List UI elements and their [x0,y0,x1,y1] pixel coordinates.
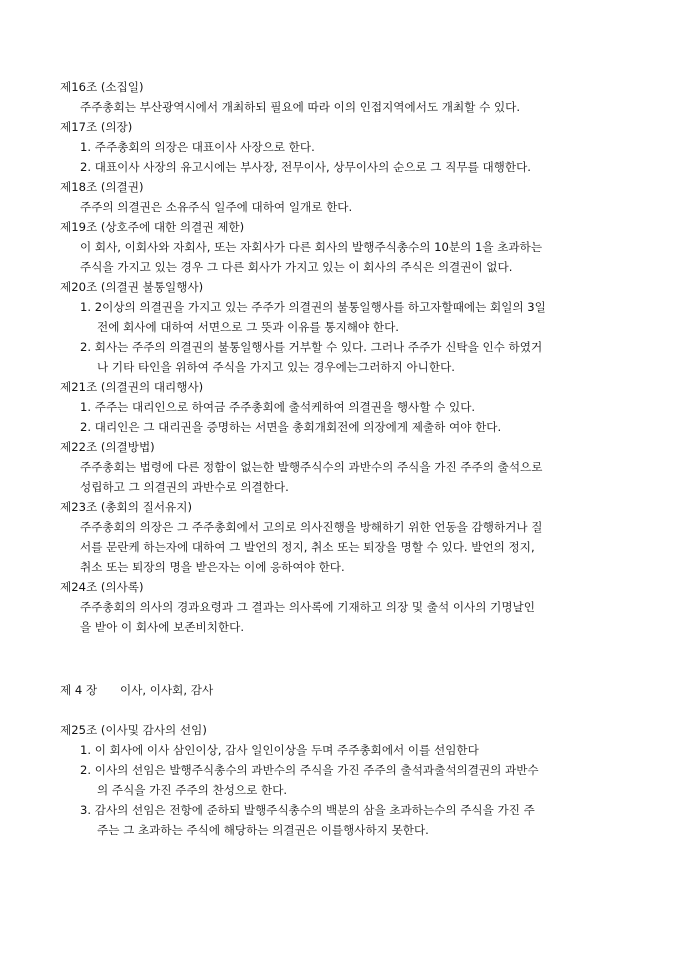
article-21-item-2: 2. 대리인은 그 대리권을 증명하는 서면을 총회개회전에 의장에게 제출하 여야 한다. [80,420,502,434]
article-20-item-2-line-1: 2. 회사는 주주의 의결권의 불통일행사를 거부할 수 있다. 그러나 주주가 신탁을 인수 하였거 [80,340,543,354]
article-16-text: 주주총회는 부산광역시에서 개최하되 필요에 따라 이의 인접지역에서도 개최할 수 있다. [80,100,521,114]
chapter-4-number: 제 4 장 [60,683,98,697]
article-17-item-2: 2. 대표이사 사장의 유고시에는 부사장, 전무이사, 상무이사의 순으로 그 직무를 대행한다. [80,160,531,174]
article-25-item-3-line-1: 3. 감사의 선임은 전항에 준하되 발행주식총수의 백분의 삼을 초과하는수의 주식을 가진 주 [80,803,535,817]
article-16-title: 제16조 (소집일) [60,80,144,94]
article-23-text-1: 주주총회의 의장은 그 주주총회에서 고의로 의사진행을 방해하기 위한 언동을 감행하거나 질 [80,520,543,534]
article-25-item-1: 1. 이 회사에 이사 삼인이상, 감사 일인이상을 두며 주주총회에서 이를 선임한다 [80,743,479,757]
article-17-title: 제17조 (의장) [60,120,133,134]
article-19-text-1: 이 회사, 이회사와 자회사, 또는 자회사가 다른 회사의 발행주식총수의 10분의 1을 초과하는 [80,240,543,254]
article-24-text-2: 을 받아 이 회사에 보존비치한다. [80,620,245,634]
article-25-item-3-line-2: 주는 그 초과하는 주식에 해당하는 의결권은 이를행사하지 못한다. [97,823,429,837]
article-20-item-1-line-1: 1. 2이상의 의결권을 가지고 있는 주주가 의결권의 불통일행사를 하고자할때에는 회일의 3일 [80,300,546,314]
article-25-item-2-line-2: 의 주식을 가진 주주의 찬성으로 한다. [97,783,288,797]
chapter-4-title: 이사, 이사회, 감사 [120,683,214,697]
article-19-text-2: 주식을 가지고 있는 경우 그 다른 회사가 가지고 있는 이 회사의 주식은 의결권이 없다. [80,260,513,274]
article-19-title: 제19조 (상호주에 대한 의결권 제한) [60,220,245,234]
article-21-title: 제21조 (의결권의 대리행사) [60,380,204,394]
article-18-text: 주주의 의결권은 소유주식 일주에 대하여 일개로 한다. [80,200,353,214]
article-23-text-2: 서를 문란케 하는자에 대하여 그 발언의 정지, 취소 또는 퇴장을 명할 수 있다. 발언의 정지, [80,540,535,554]
article-20-title: 제20조 (의결권 불통일행사) [60,280,204,294]
article-25-item-2-line-1: 2. 이사의 선임은 발행주식총수의 과반수의 주식을 가진 주주의 출석과출석의결권의 과반수 [80,763,539,777]
article-23-text-3: 취소 또는 퇴장의 명을 받은자는 이에 응하여야 한다. [80,560,345,574]
article-17-item-1: 1. 주주총회의 의장은 대표이사 사장으로 한다. [80,140,315,154]
article-21-item-1: 1. 주주는 대리인으로 하여금 주주총회에 출석케하여 의결권을 행사할 수 있다. [80,400,476,414]
article-20-item-1-line-2: 전에 회사에 대하여 서면으로 그 뜻과 이유를 통지해야 한다. [97,320,399,334]
article-24-title: 제24조 (의사록) [60,580,144,594]
article-22-title: 제22조 (의결방법) [60,440,155,454]
article-25-title: 제25조 (이사및 감사의 선임) [60,723,207,737]
article-24-text-1: 주주총회의 의사의 경과요령과 그 결과는 의사록에 기재하고 의장 및 출석 이사의 기명날인 [80,600,535,614]
article-18-title: 제18조 (의결권) [60,180,144,194]
article-23-title: 제23조 (총회의 질서유지) [60,500,192,514]
article-20-item-2-line-2: 나 기타 타인을 위하여 주식을 가지고 있는 경우에는그러하지 아니한다. [97,360,455,374]
article-22-text-2: 성립하고 그 의결권의 과반수로 의결한다. [80,480,289,494]
article-22-text-1: 주주총회는 법령에 다른 정함이 없는한 발행주식수의 과반수의 주식을 가진 주주의 출석으로 [80,460,543,474]
